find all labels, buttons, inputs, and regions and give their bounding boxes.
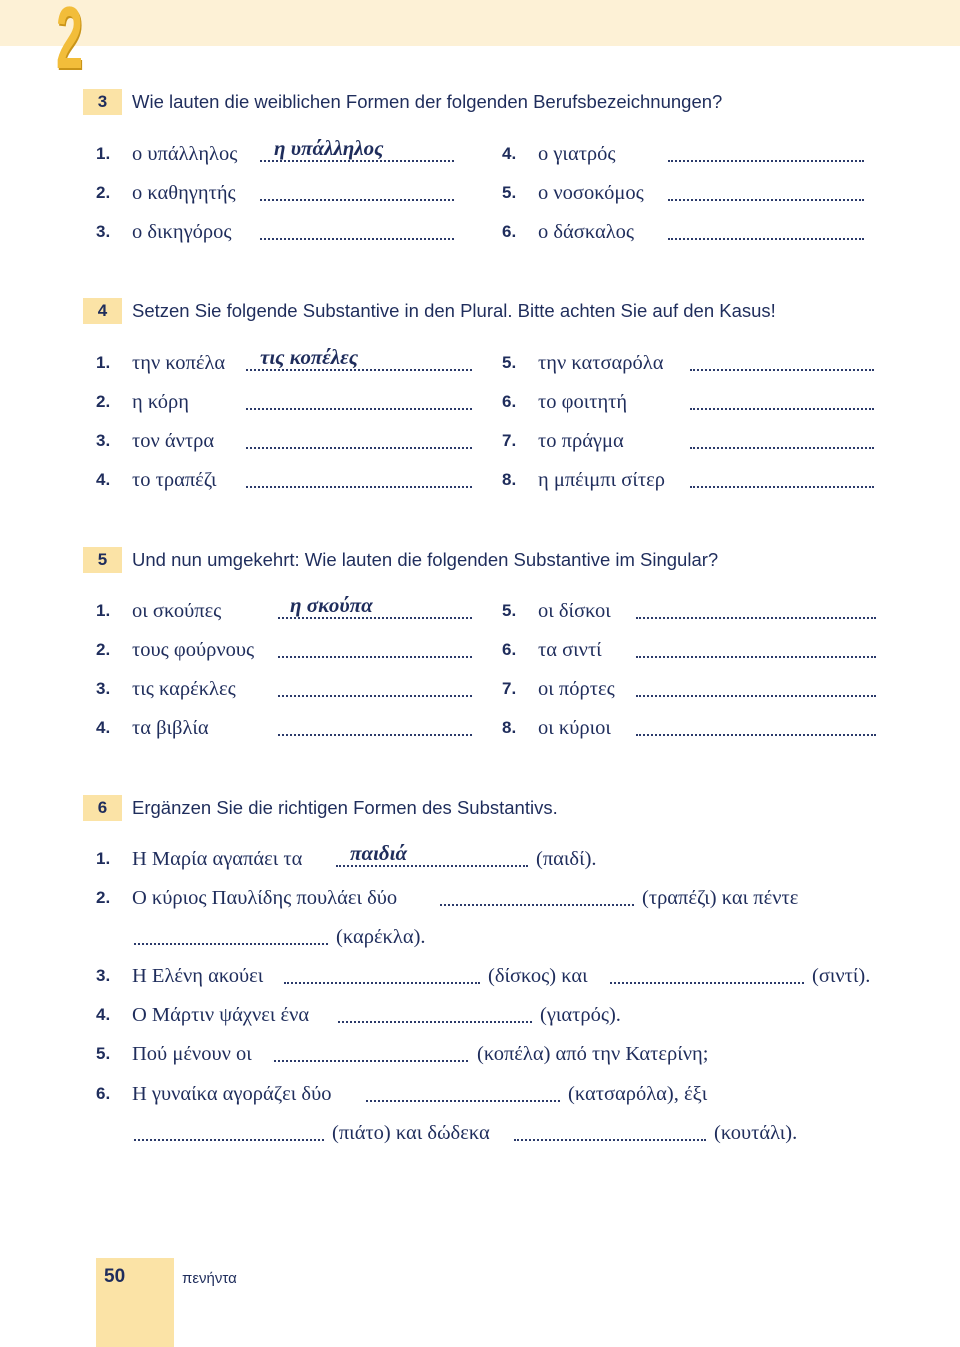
item-number: 4.: [96, 470, 111, 489]
list-item: [96, 712, 476, 744]
sentence-text: Η Μαρία αγαπάει τα: [132, 848, 303, 870]
item-word: οι κύριοι: [538, 717, 611, 739]
item-number: 8.: [502, 718, 517, 737]
item-word: ο γιατρός: [538, 143, 616, 165]
item-word: το φοιτητή: [538, 391, 628, 413]
item-word: το τραπέζι: [132, 469, 217, 491]
sentence-text: Πού μένουν οι: [132, 1043, 252, 1065]
sentence-6: [96, 1078, 896, 1110]
list-item: [96, 425, 476, 457]
answer-text: τις κοπέλες: [260, 345, 359, 369]
item-number: 4.: [502, 144, 517, 163]
sentence-2: [96, 882, 896, 914]
item-number: 8.: [502, 470, 517, 489]
answer-blank[interactable]: [636, 617, 876, 619]
sentence-text: (κουτάλι).: [714, 1122, 798, 1144]
sentence-text: Ο Μάρτιν ψάχνει ένα: [132, 1004, 310, 1026]
list-item: [502, 595, 882, 627]
sentence-text: (κοπέλα) από την Κατερίνη;: [477, 1043, 709, 1065]
item-word: η κόρη: [132, 391, 189, 413]
exercise-number: 4: [83, 298, 122, 324]
sentence-text: Η Ελένη ακούει: [132, 965, 264, 987]
sentence-6-continued: [96, 1117, 896, 1149]
answer-blank[interactable]: [278, 734, 472, 736]
list-item: [502, 464, 882, 496]
item-number: 6.: [502, 222, 517, 241]
answer-blank[interactable]: [134, 1139, 324, 1141]
exercise-instruction: Setzen Sie folgende Substantive in den Plural. Bitte achten Sie auf den Kasus!: [132, 300, 776, 321]
item-word: τον άντρα: [132, 430, 215, 452]
answer-text: η υπάλληλος: [274, 136, 384, 160]
item-number: 5.: [502, 183, 517, 202]
list-item: [502, 347, 882, 379]
item-number: 1.: [96, 144, 111, 163]
item-number: 4.: [96, 718, 111, 737]
item-number: 1.: [96, 353, 111, 372]
answer-blank[interactable]: [690, 408, 874, 410]
sentence-3: [96, 960, 896, 992]
list-item: [96, 177, 476, 209]
sentence-text: (σιντί).: [812, 965, 871, 987]
sentence-text: (δίσκος) και: [488, 965, 588, 987]
item-number: 1.: [96, 601, 111, 620]
item-word: το πράγμα: [538, 430, 624, 452]
chapter-number: 2: [56, 0, 82, 87]
answer-blank[interactable]: [690, 369, 874, 371]
exercise-3-header: [83, 89, 943, 115]
item-number: 2.: [96, 392, 111, 411]
list-item: [502, 386, 882, 418]
list-item: [96, 595, 476, 627]
sentence-2-continued: [96, 921, 896, 953]
sentence-text: Η γυναίκα αγοράζει δύο: [132, 1083, 332, 1105]
item-number: 7.: [502, 431, 517, 450]
exercise-number: 3: [83, 89, 122, 115]
item-number: 3.: [96, 679, 111, 698]
item-number: 5.: [96, 1044, 111, 1063]
answer-blank[interactable]: [668, 238, 864, 240]
sentence-text: (τραπέζι) και πέντε: [642, 887, 799, 909]
list-item: [502, 138, 882, 170]
sentence-5: [96, 1038, 896, 1070]
item-word: τα βιβλία: [132, 717, 209, 739]
answer-text: η σκούπα: [290, 593, 373, 617]
item-word: ο νοσοκόμος: [538, 182, 644, 204]
item-number: 3.: [96, 966, 111, 985]
list-item: [96, 464, 476, 496]
list-item: [96, 347, 476, 379]
item-word: την κατσαρόλα: [538, 352, 664, 374]
item-word: η μπέιμπι σίτερ: [538, 469, 665, 491]
answer-blank[interactable]: [278, 656, 472, 658]
item-word: ο δάσκαλος: [538, 221, 635, 243]
answer-blank[interactable]: [366, 1100, 560, 1102]
sentence-text: (καρέκλα).: [336, 926, 426, 948]
answer-blank[interactable]: [636, 695, 876, 697]
item-word: ο καθηγητής: [132, 182, 236, 204]
list-item: [502, 634, 882, 666]
item-word: οι δίσκοι: [538, 600, 611, 622]
list-item: [96, 386, 476, 418]
answer-blank[interactable]: [636, 734, 876, 736]
exercise-instruction: Ergänzen Sie die richtigen Formen des Substantivs.: [132, 797, 558, 818]
page-number: 50: [104, 1266, 126, 1287]
answer-blank[interactable]: [668, 199, 864, 201]
exercise-number: 5: [83, 547, 122, 573]
exercise-instruction: Und nun umgekehrt: Wie lauten die folgenden Substantive im Singular?: [132, 549, 719, 570]
list-item: [502, 425, 882, 457]
item-word: τους φούρνους: [132, 639, 255, 661]
item-word: τις καρέκλες: [132, 678, 236, 700]
exercise-number: 6: [83, 795, 122, 821]
answer-blank[interactable]: [246, 408, 472, 410]
item-number: 5.: [502, 353, 517, 372]
item-number: 3.: [96, 431, 111, 450]
answer-blank[interactable]: [440, 904, 634, 906]
exercise-5-header: [83, 547, 943, 573]
exercise-4-header: [83, 298, 943, 324]
answer-text: παιδιά: [350, 841, 408, 865]
sentence-text: Ο κύριος Παυλίδης πουλάει δύο: [132, 887, 398, 909]
item-number: 6.: [502, 640, 517, 659]
item-word: ο υπάλληλος: [132, 143, 238, 165]
answer-blank[interactable]: [636, 656, 876, 658]
item-number: 6.: [502, 392, 517, 411]
list-item: [96, 138, 476, 170]
item-number: 1.: [96, 849, 111, 868]
item-number: 2.: [96, 640, 111, 659]
answer-blank[interactable]: [260, 238, 454, 240]
item-number: 7.: [502, 679, 517, 698]
sentence-4: [96, 999, 896, 1031]
answer-blank[interactable]: [274, 1060, 468, 1062]
list-item: [96, 673, 476, 705]
sentence-text: (κατσαρόλα), έξι: [568, 1083, 708, 1105]
sentence-1: [96, 843, 896, 875]
item-word: ο δικηγόρος: [132, 221, 232, 243]
page-number-word: πενήντα: [182, 1270, 237, 1287]
answer-blank[interactable]: [690, 486, 874, 488]
sentence-text: (παιδί).: [536, 848, 597, 870]
item-word: οι σκούπες: [132, 600, 222, 622]
answer-blank[interactable]: [260, 199, 454, 201]
exercise-6-header: [83, 795, 943, 821]
answer-blank[interactable]: [284, 982, 480, 984]
list-item: [96, 634, 476, 666]
sentence-text: (γιατρός).: [540, 1004, 621, 1026]
item-word: τα σιντί: [538, 639, 602, 661]
answer-blank[interactable]: [278, 695, 472, 697]
answer-blank[interactable]: [246, 447, 472, 449]
answer-blank[interactable]: [690, 447, 874, 449]
answer-blank[interactable]: [246, 486, 472, 488]
answer-blank[interactable]: [514, 1139, 706, 1141]
item-number: 2.: [96, 183, 111, 202]
list-item: [502, 216, 882, 248]
item-number: 6.: [96, 1084, 111, 1103]
item-number: 2.: [96, 888, 111, 907]
list-item: [502, 673, 882, 705]
item-number: 3.: [96, 222, 111, 241]
top-band: [0, 0, 960, 46]
exercise-instruction: Wie lauten die weiblichen Formen der folgenden Berufsbezeichnungen?: [132, 91, 723, 112]
list-item: [96, 216, 476, 248]
sentence-text: (πιάτο) και δώδεκα: [332, 1122, 490, 1144]
item-word: οι πόρτες: [538, 678, 615, 700]
answer-blank[interactable]: [610, 982, 804, 984]
item-number: 5.: [502, 601, 517, 620]
answer-blank[interactable]: [668, 160, 864, 162]
list-item: [502, 712, 882, 744]
item-word: την κοπέλα: [132, 352, 226, 374]
list-item: [502, 177, 882, 209]
answer-blank[interactable]: [338, 1021, 532, 1023]
item-number: 4.: [96, 1005, 111, 1024]
answer-blank[interactable]: [134, 943, 328, 945]
